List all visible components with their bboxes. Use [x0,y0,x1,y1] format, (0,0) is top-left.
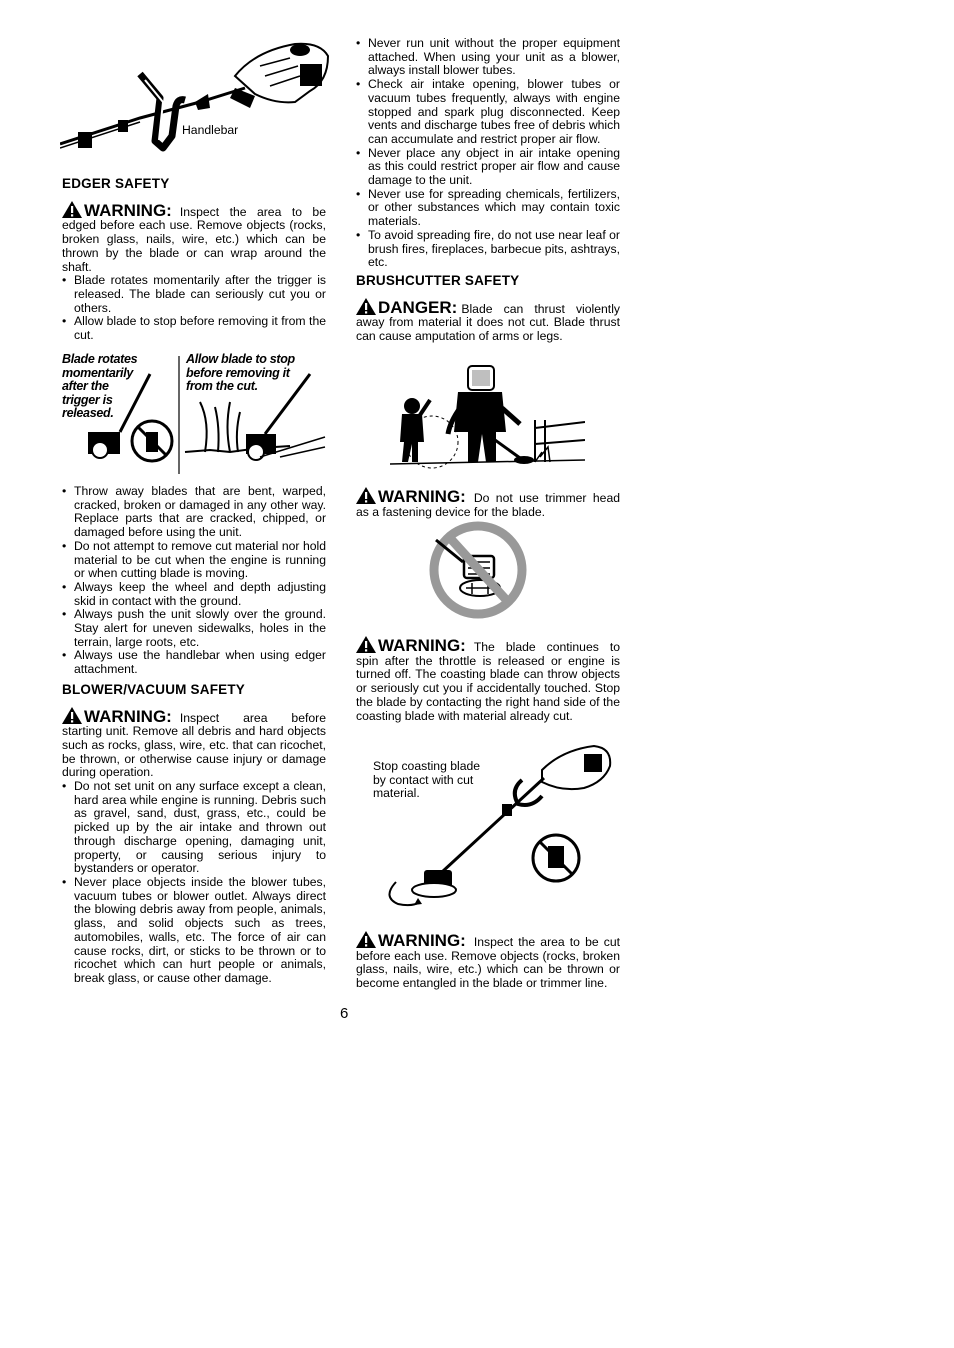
warning-3-label: WARNING: [378,931,466,950]
warning-1-label: WARNING: [378,487,466,506]
warning-triangle-icon [356,636,376,653]
list-item: • Allow blade to stop before removing it from the cut. [62,315,326,342]
warning-triangle-icon [356,487,376,504]
edger-section-2 [62,485,326,986]
warning-triangle-icon [62,707,82,724]
coast-caption: Stop coasting blade by contact with cut material. [373,759,481,801]
edger-fig-caption-left: Blade rotates momentarily after the trigger is released. [62,352,138,420]
list-item: • Always push the unit slowly over the ground. Stay alert for uneven sidewalks, holes in the terrain, large roots, etc. [62,608,326,649]
warning-triangle-icon [356,931,376,948]
edger-section [62,177,326,343]
list-item: • Do not set unit on any surface except a clean, hard area while engine is running. Debris such as gravel, sand, dust, grass, etc., could be picked up by the air intake and thrown out through discharge opening, damaging unit, property, or causing serious injury to bystanders or operator. [62,780,326,876]
blower-warning-text: Inspect area before starting unit. Remove all debris and hard objects such as rocks, glass, wire, etc. that can ricochet, be thrown, or otherwise cause injury or damage during operation. [62,710,326,780]
edger-bullets-a [62,274,326,343]
edger-blade-figure [60,352,326,476]
no-trimmer-head-icon [428,520,528,620]
blower-bullets-continued [356,37,620,270]
page-number: 6 [340,1005,349,1022]
list-item: • Never place any object in air intake opening as this could restrict proper air flow and cause damage to the unit. [356,147,620,188]
brushcutter-warning-1 [356,487,620,519]
warning-2-text: The blade continues to spin after the throttle is released or engine is turned off. The coasting blade can throw objects or seriously cut you if accidentally touched. Stop the blade by contacting the right hand side of the coasting blade with material already cut. [356,640,620,723]
danger-text: Blade can thrust violently away from material it does not cut. Blade thrust can cause amputation of arms or legs. [356,301,620,344]
danger-label: DANGER: [378,297,458,317]
warning-triangle-icon [356,298,376,315]
warning-3-paragraph [356,931,620,991]
warning-1-text: Do not use trimmer head as a fastening device for the blade. [356,491,620,519]
warning-triangle-icon [62,201,82,218]
list-item: • Do not attempt to remove cut material nor hold material to be cut when the engine is running or when cutting blade is moving. [62,540,326,581]
edger-warning-text: Inspect the area to be edged before each use. Remove objects (rocks, broken glass, nails, wire, etc.) which can be thrown by the blade or can wrap around the shaft. [62,204,326,274]
brushcutter-operator-figure [390,362,585,472]
edger-heading: EDGER SAFETY [62,176,170,191]
brushcutter-heading: BRUSHCUTTER SAFETY [356,272,520,288]
edger-bullets-b [62,485,326,677]
edger-fig-caption-right: Allow blade to stop before removing it from the cut. [186,352,295,393]
brushcutter-warning-3 [356,931,620,991]
list-item: • Always keep the wheel and depth adjusting skid in contact with the ground. [62,581,326,608]
list-item: • To avoid spreading fire, do not use near leaf or brush fires, fireplaces, barbecue pits, ashtrays, etc. [356,229,620,270]
handlebar-caption: Handlebar [182,123,239,137]
warning-2-label: WARNING: [378,636,466,655]
warning-3-text: Inspect the area to be cut before each use. Remove objects (rocks, broken glass, nails, wire, etc.) which can be thrown or become entangled in the blade or trimmer line. [356,935,620,991]
warning-1-paragraph [356,487,620,519]
edger-warning [62,201,326,275]
blower-bullets [62,780,326,986]
warning-2-paragraph [356,636,620,723]
brushcutter-danger [356,298,620,344]
list-item: • Check air intake opening, blower tubes or vacuum tubes frequently, always with engine stopped and spark plug disconnected. Keep vents and discharge tubes free of debris which can accumulate and restrict proper air flow. [356,78,620,147]
list-item: • Blade rotates momentarily after the trigger is released. The blade can seriously cut you or others. [62,274,326,315]
list-item: • Never use for spreading chemicals, fertilizers, or other substances which may contain toxic materials. [356,188,620,229]
blower-warning [62,707,326,781]
right-column [356,37,620,344]
list-item: • Throw away blades that are bent, warped, cracked, broken or damaged in any other way. Replace parts that are cracked, chipped, or damaged before using the unit. [62,485,326,540]
coasting-blade-figure [372,742,617,912]
blower-warning-label: WARNING: [84,706,172,726]
list-item: • Never run unit without the proper equipment attached. When using your unit as a blower, always install blower tubes. [356,37,620,78]
brushcutter-warning-2 [356,636,620,723]
blower-heading: BLOWER/VACUUM SAFETY [62,681,245,697]
list-item: • Never place objects inside the blower tubes, vacuum tubes or blower outlet. Always direct the blowing debris away from people, animals, glass, and solid objects such as trees, automobiles, walls, etc. The force of air can cause rocks, dirt, or sticks to be thrown or to ricochet which can hurt people or animals, break glass, or cause other damage. [62,876,326,986]
list-item: • Always use the handlebar when using edger attachment. [62,649,326,676]
handlebar-illustration [60,36,330,158]
edger-warning-label: WARNING: [84,200,172,220]
